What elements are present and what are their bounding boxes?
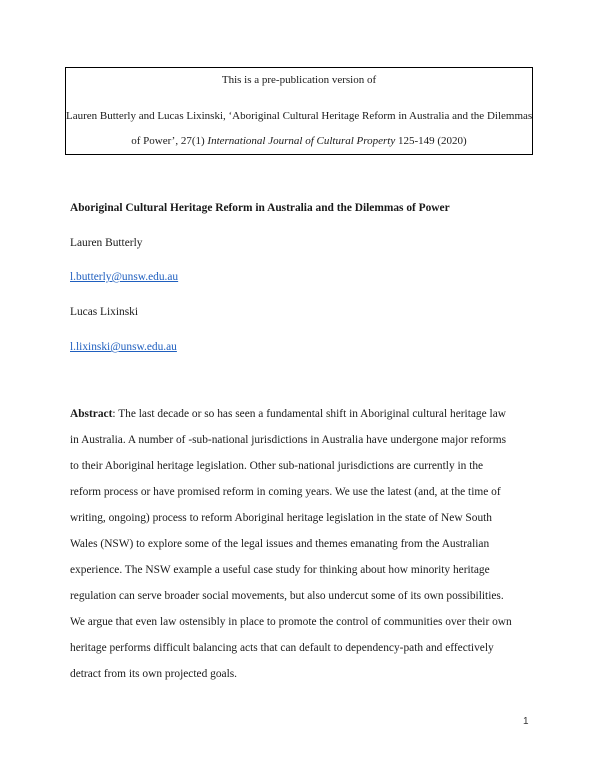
author-email-1 [70, 271, 178, 283]
abstract-line: regulation can serve broader social movements, but also undercut some of its own possibilities. [70, 590, 504, 602]
notice-citation-line-2 [66, 136, 532, 147]
citation-suffix: 125-149 (2020) [395, 135, 467, 147]
notice-line-1: This is a pre-publication version of [221, 74, 377, 86]
abstract-line [70, 407, 540, 433]
abstract-line: in Australia. A number of -sub-national jurisdictions in Australia have undergone major reforms [70, 434, 507, 446]
abstract-line: Wales (NSW) to explore some of the legal issues and themes emanating from the Australian [70, 538, 490, 550]
article-title: Aboriginal Cultural Heritage Reform in Australia and the Dilemmas of Power [70, 202, 450, 214]
citation-prefix: of Power’, 27(1) [131, 135, 208, 147]
journal-name: International Journal of Cultural Property [207, 135, 396, 147]
abstract-line-text: : The last decade or so has seen a fundamental shift in Aboriginal cultural heritage law [112, 408, 506, 420]
abstract-line: writing, ongoing) process to reform Aboriginal heritage legislation in the state of New South [70, 512, 492, 524]
prepublication-notice-box [65, 67, 533, 155]
author-email-2 [70, 341, 177, 353]
abstract-section [70, 407, 540, 693]
author-email-link-1[interactable]: l.butterly@unsw.edu.au [70, 271, 179, 283]
page-number: 1 [523, 716, 529, 727]
notice-citation-line-1: Lauren Butterly and Lucas Lixinski, ‘Aboriginal Cultural Heritage Reform in Australia and the Dilemmas [66, 110, 533, 122]
author-name-2: Lucas Lixinski [70, 306, 139, 318]
abstract-line: experience. The NSW example a useful case study for thinking about how minority heritage [70, 564, 490, 576]
author-email-link-2[interactable]: l.lixinski@unsw.edu.au [70, 341, 177, 353]
abstract-line: We argue that even law ostensibly in place to promote the control of communities over their own [70, 616, 512, 628]
abstract-heading: Abstract [70, 408, 113, 420]
abstract-line: reform process or have promised reform in coming years. We use the latest (and, at the time of [70, 486, 501, 498]
author-name-1: Lauren Butterly [70, 237, 143, 249]
abstract-line: detract from its own projected goals. [70, 668, 238, 680]
abstract-line: to their Aboriginal heritage legislation. Other sub-national jurisdictions are currently in the [70, 460, 484, 472]
abstract-line: heritage performs difficult balancing acts that can default to dependency-path and effectively [70, 642, 494, 654]
